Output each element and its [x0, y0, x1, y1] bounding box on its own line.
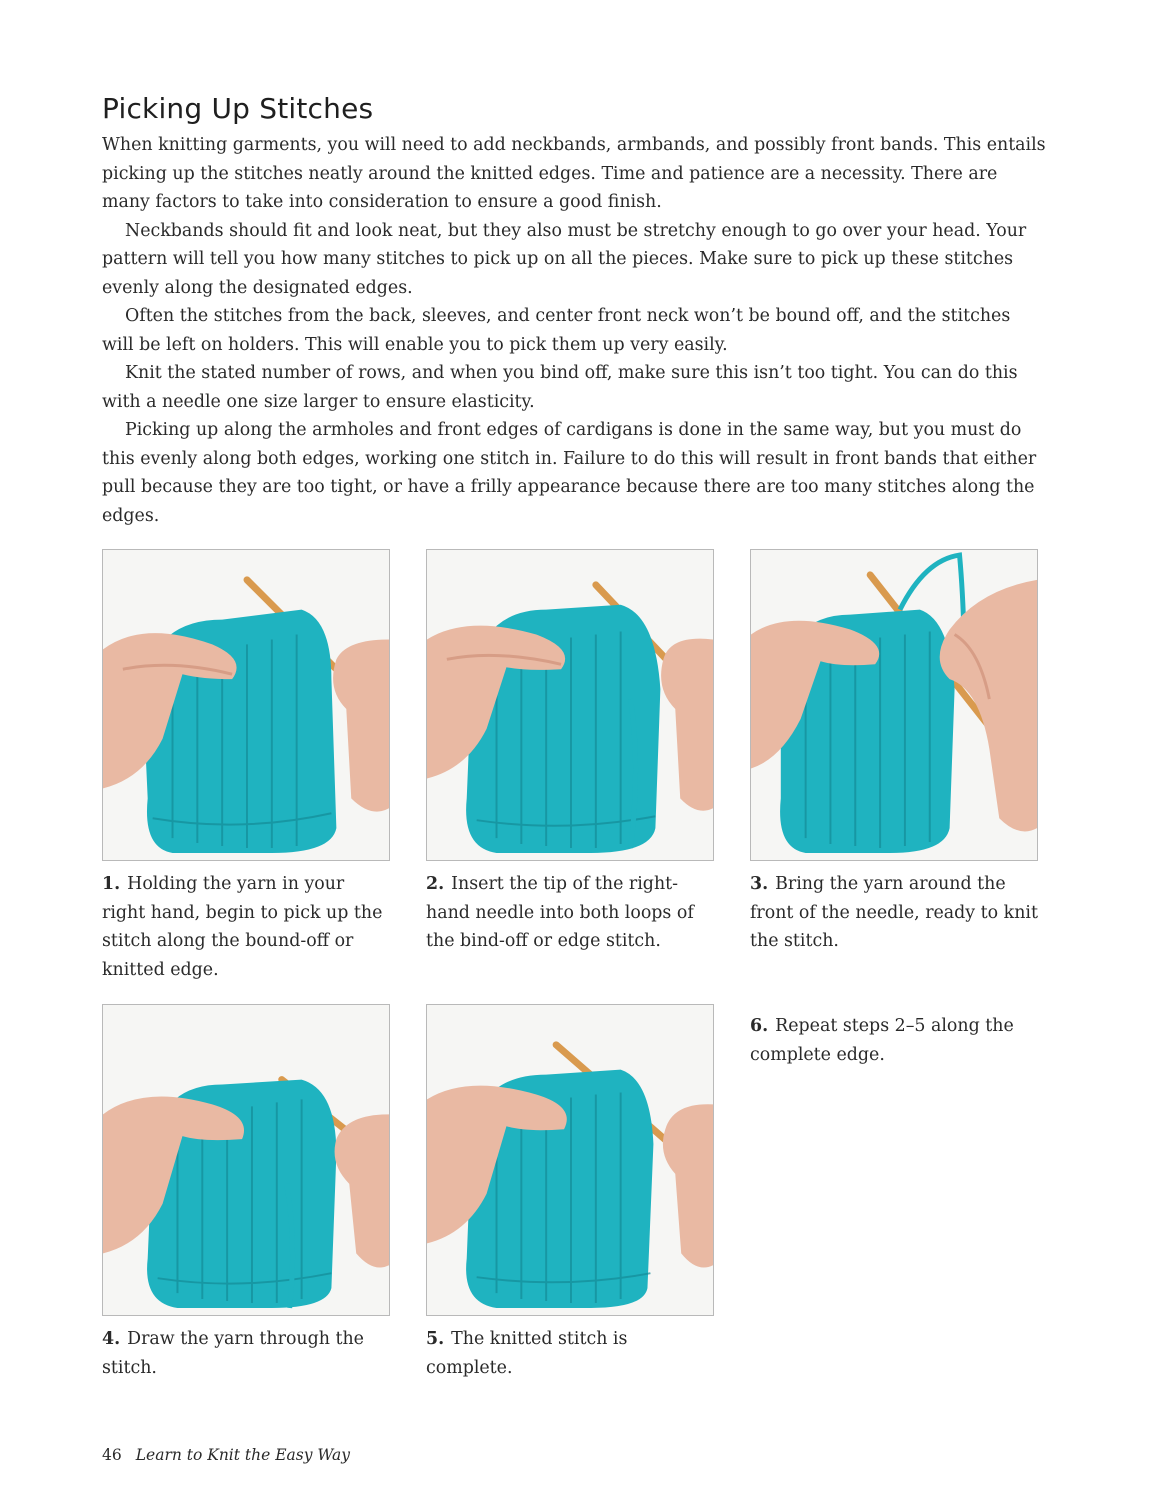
step-text: Bring the yarn around the front of the needle, ready to knit the stitch. — [750, 874, 1038, 951]
paragraph: Often the stitches from the back, sleeves, and center front neck won’t be bound off, and the stitches will be left on holders. This will enable you to pick them up very easily. — [102, 306, 1011, 355]
paragraph: When knitting garments, you will need to add neckbands, armbands, and possibly front bands. This entails picking up the stitches neatly around the knitted edges. Time and patience are a necessity. There are many factors to take into consideration to ensure a good finish. — [102, 135, 1046, 212]
paragraph: Neckbands should fit and look neat, but they also must be stretchy enough to go over your head. Your pattern will tell you how many stitches to pick up on all the pieces. Make sure to pick up these stitches evenly along the designated edges. — [102, 220, 1027, 298]
step-number: 3. — [750, 874, 769, 894]
running-title: Learn to Knit the Easy Way — [135, 1446, 351, 1464]
step-number: 6. — [750, 1016, 769, 1036]
step-5-caption — [426, 1325, 716, 1382]
step-2-caption — [426, 870, 716, 956]
knitting-illustration — [427, 550, 713, 860]
page-footer — [102, 1446, 350, 1464]
step-number: 5. — [426, 1329, 445, 1349]
step-text: The knitted stitch is complete. — [426, 1329, 628, 1378]
step-4-caption — [102, 1325, 392, 1382]
step-1-caption — [102, 870, 392, 984]
paragraph: Picking up along the armholes and front edges of cardigans is done in the same way, but you must do this evenly along both edges, working one stitch in. Failure to do this will result in front bands that either pull because they are too tight, or have a frilly appearance because there are too many stitches along the edges. — [102, 420, 1037, 526]
body-text — [102, 131, 1047, 530]
knitting-illustration — [103, 550, 389, 860]
step-3-photo — [750, 549, 1038, 861]
step-number: 4. — [102, 1329, 121, 1349]
page-title: Picking Up Stitches — [102, 92, 374, 125]
page-number: 46 — [102, 1446, 122, 1464]
step-text: Holding the yarn in your right hand, begin to pick up the stitch along the bound-off or knitted edge. — [102, 874, 383, 980]
step-1-photo — [102, 549, 390, 861]
step-number: 1. — [102, 874, 121, 894]
step-5-photo — [426, 1004, 714, 1316]
step-text: Repeat steps 2–5 along the complete edge. — [750, 1016, 1014, 1065]
step-3-caption — [750, 870, 1040, 956]
paragraph: Knit the stated number of rows, and when you bind off, make sure this isn’t too tight. You can do this with a needle one size larger to ensure elasticity. — [102, 363, 1018, 412]
knitting-illustration — [103, 1005, 389, 1315]
step-number: 2. — [426, 874, 445, 894]
step-4-photo — [102, 1004, 390, 1316]
step-6-caption — [750, 1012, 1040, 1069]
knitting-illustration — [751, 550, 1037, 860]
step-2-photo — [426, 549, 714, 861]
step-text: Draw the yarn through the stitch. — [102, 1329, 364, 1378]
step-text: Insert the tip of the right-hand needle into both loops of the bind-off or edge stitch. — [426, 874, 694, 951]
knitting-illustration — [427, 1005, 713, 1315]
